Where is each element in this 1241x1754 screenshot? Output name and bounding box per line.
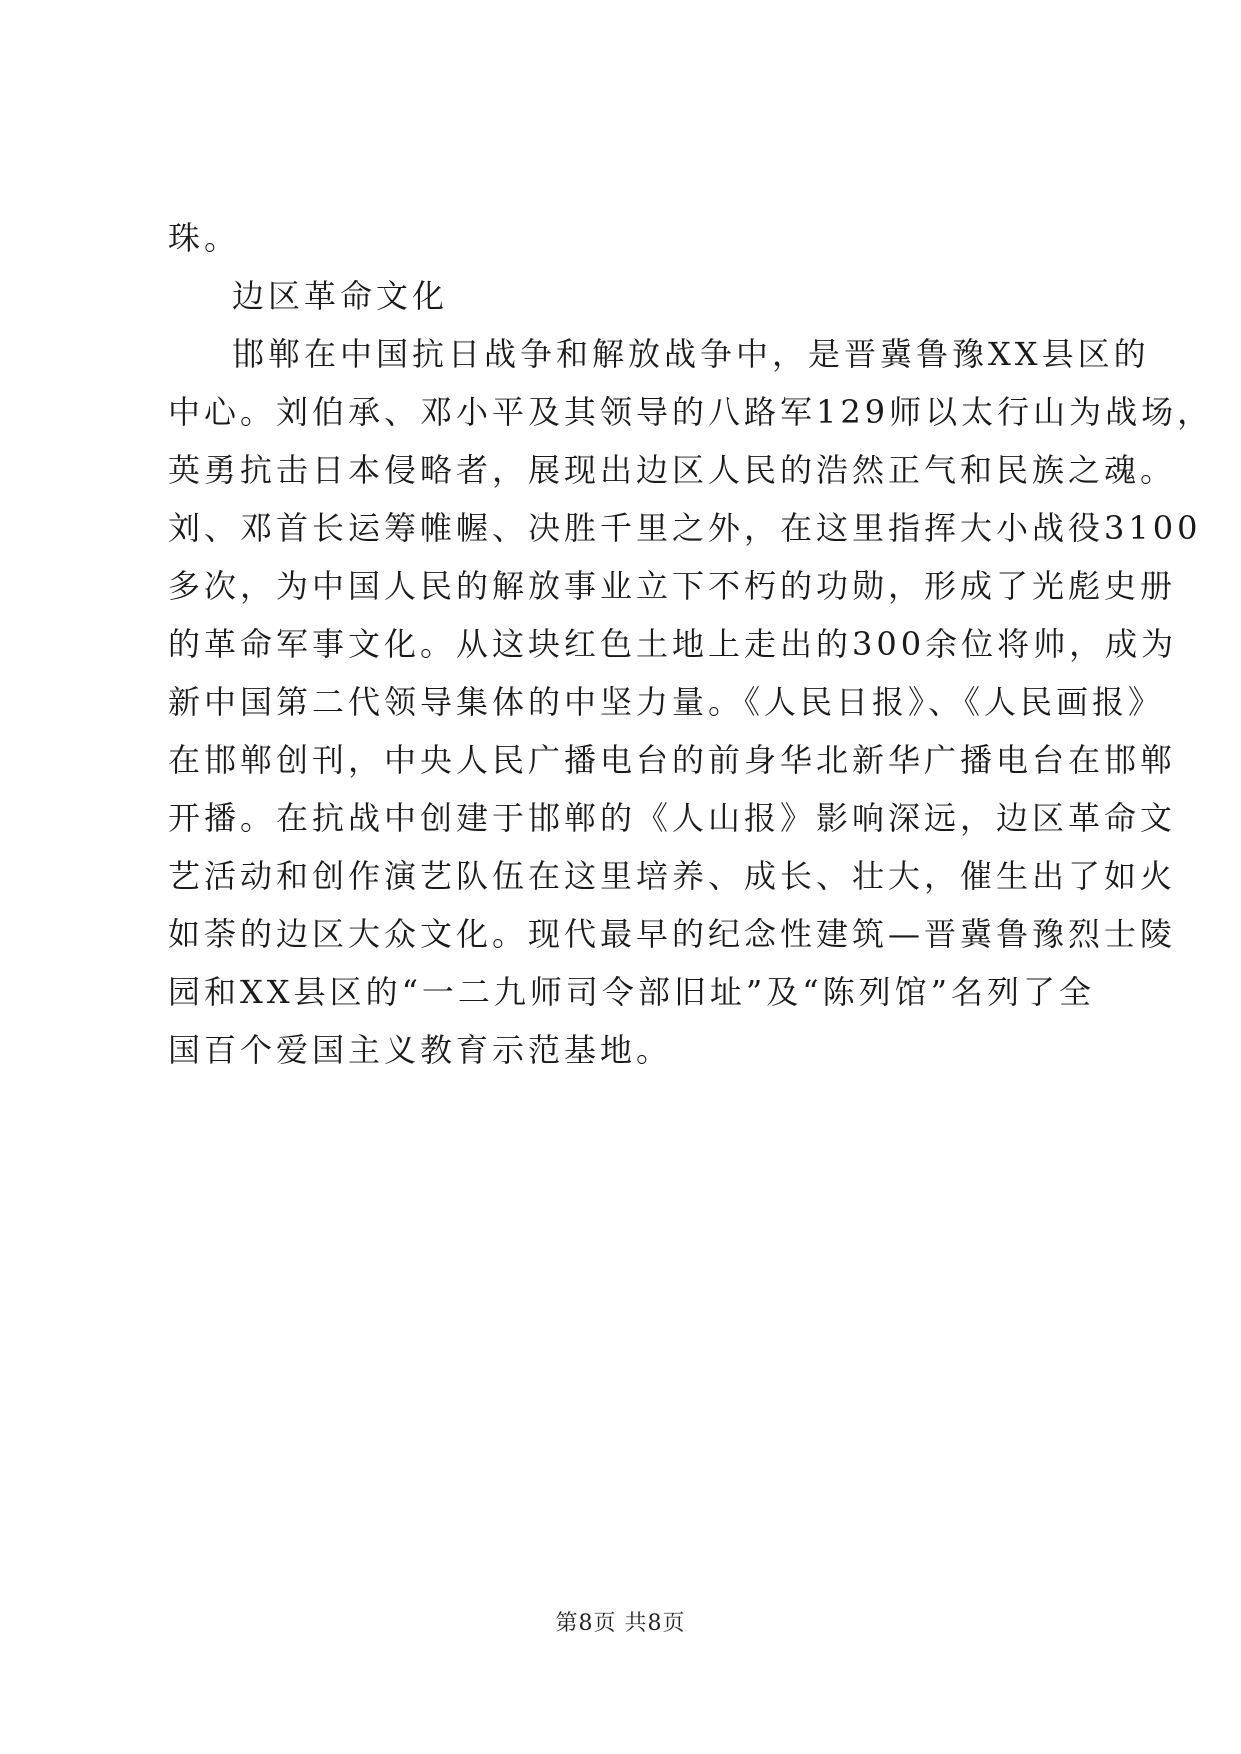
paragraph-line: 如荼的边区大众文化。现代最早的纪念性建筑—晋冀鲁豫烈士陵 — [168, 915, 1177, 953]
paragraph-line: 新中国第二代领导集体的中坚力量。《人民日报》、《人民画报》 — [168, 683, 1165, 721]
paragraph-line: 中心。刘伯承、邓小平及其领导的八路军129师以太行山为战场， — [168, 393, 1214, 431]
page-footer: 第8页 共8页 — [555, 1611, 686, 1636]
paragraph-line: 园和XX县区的“一二九师司令部旧址”及“陈列馆”名列了全 — [168, 973, 1096, 1011]
paragraph-line: 的革命军事文化。从这块红色土地上走出的300余位将帅，成为 — [168, 625, 1178, 663]
paragraph-line: 刘、邓首长运筹帷幄、决胜千里之外，在这里指挥大小战役3100 — [168, 509, 1202, 547]
paragraph-line: 英勇抗击日本侵略者，展现出边区人民的浩然正气和民族之魂。 — [168, 451, 1177, 489]
paragraph-line: 多次，为中国人民的解放事业立下不朽的功勋，形成了光彪史册 — [168, 567, 1177, 605]
paragraph-continuation-line: 珠。 — [168, 219, 241, 257]
paragraph-line: 艺活动和创作演艺队伍在这里培养、成长、壮大，催生出了如火 — [168, 857, 1177, 895]
section-heading: 边区革命文化 — [232, 277, 449, 315]
paragraph-line: 开播。在抗战中创建于邯郸的《人山报》影响深远，边区革命文 — [168, 799, 1177, 837]
paragraph-line: 国百个爱国主义教育示范基地。 — [168, 1031, 673, 1069]
paragraph-line: 在邯郸创刊，中央人民广播电台的前身华北新华广播电台在邯郸 — [168, 741, 1177, 779]
paragraph-line: 邯郸在中国抗日战争和解放战争中，是晋冀鲁豫XX县区的 — [232, 335, 1150, 373]
